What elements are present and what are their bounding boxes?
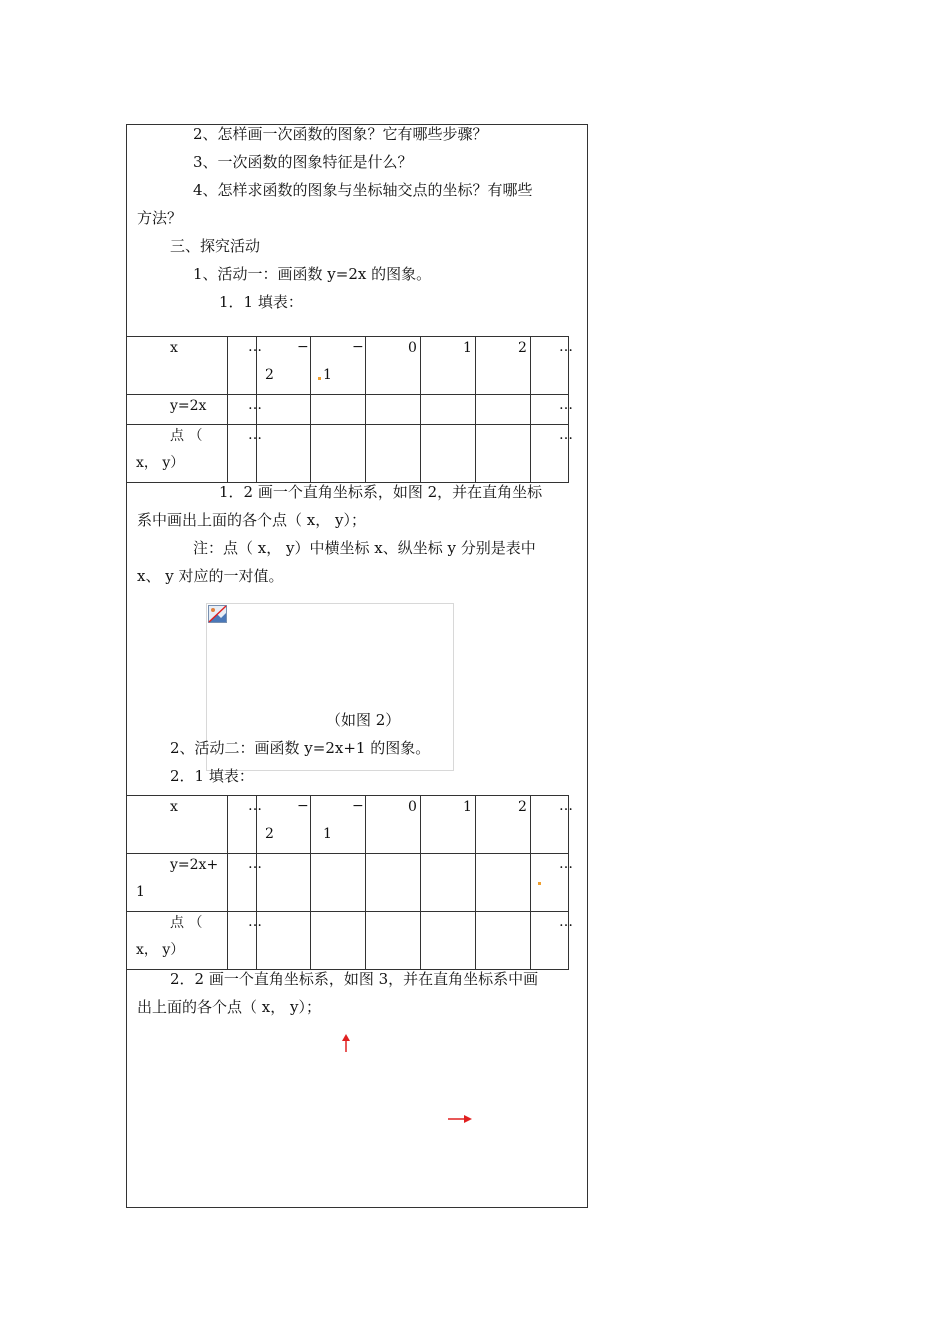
value-neg2: 2 (265, 826, 274, 842)
ellipsis: … (248, 427, 262, 443)
ellipsis: … (559, 397, 573, 413)
activity-1-title: 1、活动一：画函数 y=2x 的图象。 (193, 265, 432, 283)
table-cell (366, 337, 421, 395)
table-cell (476, 796, 531, 854)
table-cell (228, 796, 262, 854)
table-activity-2 (126, 795, 573, 970)
table-cell (531, 395, 573, 425)
table-cell (421, 912, 476, 970)
row-label-point: 点 （ (170, 915, 203, 931)
section-3-heading: 三、探究活动 (170, 237, 261, 255)
table-cell (476, 425, 531, 483)
ellipsis: … (248, 914, 262, 930)
table-cell (257, 912, 311, 970)
minus-sign: − (297, 798, 309, 814)
table-cell (228, 854, 262, 912)
table-cell (531, 796, 573, 854)
table-cell (366, 395, 421, 425)
row-label-y: y=2x (170, 398, 207, 414)
question-2: 2、怎样画一次函数的图象？它有哪些步骤？ (193, 125, 488, 143)
note-line2: x、 y 对应的一对值。 (137, 567, 284, 585)
ellipsis: … (248, 798, 262, 814)
row-label-x: x (170, 799, 178, 815)
ellipsis: … (248, 856, 262, 872)
table-cell (366, 912, 421, 970)
table-cell (531, 854, 573, 912)
arrow-up-icon (340, 1034, 352, 1052)
table-cell (127, 796, 228, 854)
row-label-point-xy: x， y） (136, 942, 185, 958)
minus-sign: − (352, 339, 364, 355)
table-cell (311, 854, 366, 912)
table-cell (421, 796, 476, 854)
table-cell (531, 912, 573, 970)
table-cell (311, 337, 366, 395)
table-cell (228, 395, 262, 425)
table-activity-1 (126, 336, 573, 483)
row-label-y: y=2x+ (170, 857, 219, 873)
value-1: 1 (463, 799, 472, 815)
table-cell (311, 912, 366, 970)
table-cell (257, 425, 311, 483)
ellipsis: … (559, 427, 573, 443)
table-cell (421, 395, 476, 425)
value-neg1: 1 (323, 826, 332, 842)
value-neg1: 1 (323, 367, 332, 383)
table-cell (366, 854, 421, 912)
value-1: 1 (463, 340, 472, 356)
table-cell (127, 912, 228, 970)
activity-2-2-line1: 2．2 画一个直角坐标系，如图 3，并在直角坐标系中画 (170, 970, 539, 988)
table-cell (228, 337, 262, 395)
arrow-right-icon (448, 1113, 472, 1125)
ellipsis: … (559, 856, 573, 872)
table-cell (476, 854, 531, 912)
activity-1-2-line1: 1．2 画一个直角坐标系，如图 2，并在直角坐标 (219, 483, 543, 501)
stray-dot (318, 377, 321, 380)
table-cell (421, 425, 476, 483)
table-cell (311, 796, 366, 854)
row-label-x: x (170, 340, 178, 356)
ellipsis: … (248, 397, 262, 413)
table-cell (311, 395, 366, 425)
question-4-line2: 方法？ (137, 209, 183, 227)
table-cell (476, 337, 531, 395)
table-cell (476, 395, 531, 425)
row-label-point: 点 （ (170, 428, 203, 444)
table-cell (257, 337, 311, 395)
value-neg2: 2 (265, 367, 274, 383)
broken-image-icon (208, 605, 227, 623)
table-cell (257, 395, 311, 425)
value-2: 2 (518, 799, 527, 815)
table-cell (127, 395, 228, 425)
table-cell (531, 337, 573, 395)
table-cell (127, 337, 228, 395)
minus-sign: − (352, 798, 364, 814)
ellipsis: … (559, 339, 573, 355)
table-cell (228, 912, 262, 970)
activity-2-2-line2: 出上面的各个点（ x， y）； (137, 998, 321, 1016)
table-cell (127, 854, 228, 912)
ellipsis: … (248, 339, 262, 355)
table-cell (311, 425, 366, 483)
question-4-line1: 4、怎样求函数的图象与坐标轴交点的坐标？有哪些 (193, 181, 533, 199)
stray-dot (538, 882, 541, 885)
ellipsis: … (559, 914, 573, 930)
table-cell (228, 425, 262, 483)
activity-1-1-label: 1．1 填表： (219, 293, 303, 311)
value-2: 2 (518, 340, 527, 356)
minus-sign: − (297, 339, 309, 355)
table-cell (366, 425, 421, 483)
table-cell (421, 337, 476, 395)
note-line1: 注：点（ x， y）中横坐标 x、纵坐标 y 分别是表中 (193, 539, 536, 557)
table-cell (127, 425, 228, 483)
activity-1-2-line2: 系中画出上面的各个点（ x， y）； (137, 511, 366, 529)
activity-2-title: 2、活动二：画函数 y=2x+1 的图象。 (170, 739, 431, 757)
table-cell (366, 796, 421, 854)
table-cell (257, 854, 311, 912)
table-cell (421, 854, 476, 912)
row-label-y-cont: 1 (136, 884, 145, 900)
question-3: 3、一次函数的图象特征是什么？ (193, 153, 413, 171)
value-0: 0 (408, 799, 417, 815)
value-0: 0 (408, 340, 417, 356)
table-cell (531, 425, 573, 483)
table-cell (476, 912, 531, 970)
figure-2-caption: （如图 2） (326, 711, 401, 729)
table-cell (257, 796, 311, 854)
row-label-point-xy: x， y） (136, 455, 185, 471)
activity-2-1-label: 2．1 填表： (170, 767, 254, 785)
ellipsis: … (559, 798, 573, 814)
